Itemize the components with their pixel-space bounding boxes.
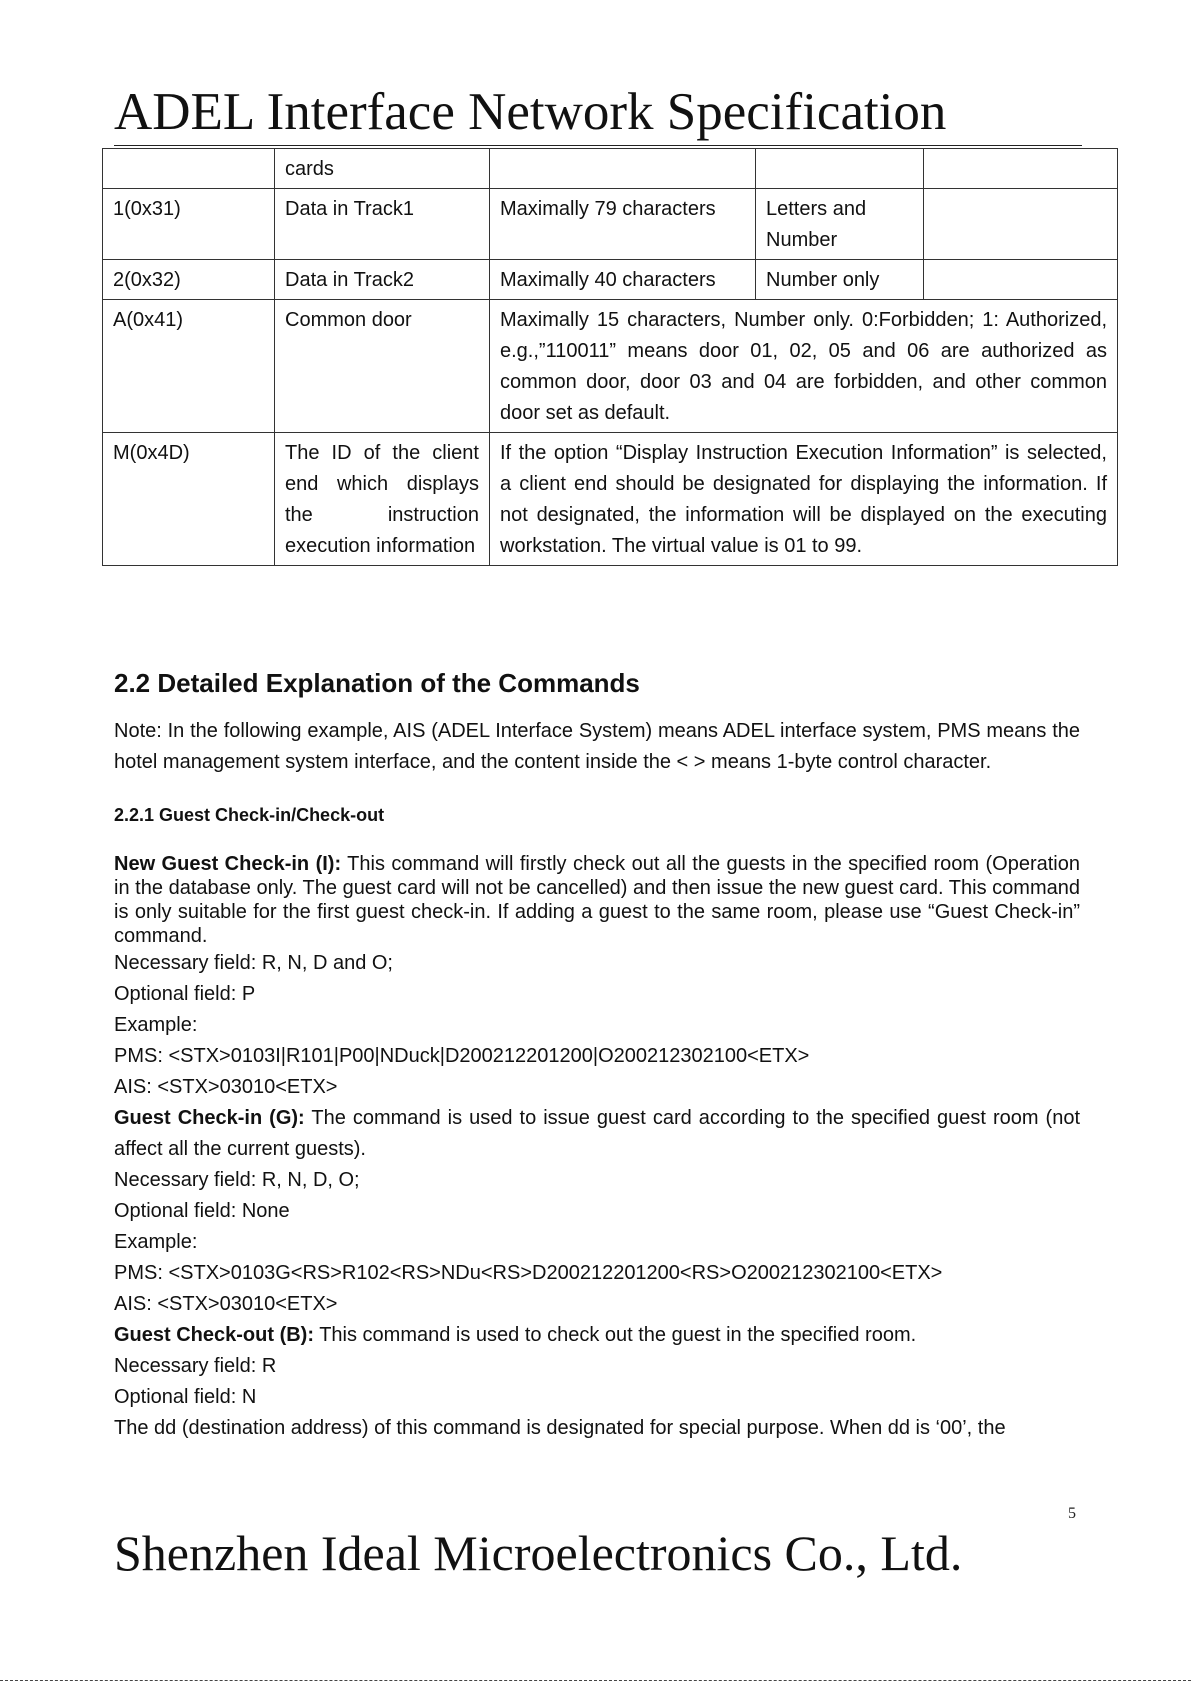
table-cell-desc: Maximally 79 characters	[490, 189, 756, 260]
bottom-divider	[0, 1680, 1191, 1681]
section-heading: 2.2 Detailed Explanation of the Commands	[114, 668, 640, 698]
table-row	[103, 149, 1118, 189]
table-cell-desc: Maximally 15 characters, Number only. 0:Forbidden; 1: Authorized, e.g.,”110011” means door 01, 02, 05 and 06 are authorized as common door, door 03 and 04 are forbidden, and other common door set as default.	[490, 300, 1118, 433]
table-cell-name: Data in Track2	[275, 260, 490, 300]
new-checkin-example-label: Example:	[114, 1014, 198, 1036]
new-checkin-ais-example: AIS: <STX>03010<ETX>	[114, 1076, 338, 1098]
section-note: Note: In the following example, AIS (ADEL Interface System) means ADEL interface system, PMS means the hotel management system interface, and the content inside the < > means 1-byte control character.	[114, 720, 1080, 773]
table-cell-format	[756, 149, 924, 189]
new-checkin-pms-example: PMS: <STX>0103I|R101|P00|NDuck|D200212201200|O200212302100<ETX>	[114, 1045, 810, 1067]
table-cell-name: The ID of the client end which displays the instruction execution information	[275, 433, 490, 566]
guest-checkout-necessary: Necessary field: R	[114, 1355, 277, 1377]
table-cell-code: 2(0x32)	[103, 260, 275, 300]
guest-checkin-text: The command is used to issue guest card according to the specified guest room (not affect all the current guests).	[114, 1107, 1080, 1160]
table-cell-extra	[924, 260, 1118, 300]
table-cell-name: Common door	[275, 300, 490, 433]
subsection-heading: 2.2.1 Guest Check-in/Check-out	[114, 805, 385, 825]
table-cell-extra	[924, 189, 1118, 260]
table-cell-extra	[924, 149, 1118, 189]
table-cell-code: 1(0x31)	[103, 189, 275, 260]
guest-checkin-optional: Optional field: None	[114, 1200, 290, 1222]
page-number: 5	[1068, 1505, 1076, 1522]
guest-checkin-example-label: Example:	[114, 1231, 198, 1253]
guest-checkin-ais-example: AIS: <STX>03010<ETX>	[114, 1293, 338, 1315]
guest-checkout-tail: The dd (destination address) of this command is designated for special purpose. When dd is ‘00’, the	[114, 1417, 1006, 1439]
footer-company-name: Shenzhen Ideal Microelectronics Co., Ltd.	[114, 1525, 963, 1581]
table-row	[103, 260, 1118, 300]
guest-checkin-necessary: Necessary field: R, N, D, O;	[114, 1169, 360, 1191]
table-cell-code: M(0x4D)	[103, 433, 275, 566]
table-cell-code: A(0x41)	[103, 300, 275, 433]
table-row	[103, 433, 1118, 566]
header-divider	[114, 145, 1082, 146]
guest-checkout-text: This command is used to check out the guest in the specified room.	[314, 1324, 917, 1346]
table-cell-format: Letters and Number	[756, 189, 924, 260]
guest-checkin-label: Guest Check-in (G):	[114, 1107, 305, 1129]
new-checkin-description	[114, 852, 1080, 948]
table-cell-desc	[490, 149, 756, 189]
document-header-title: ADEL Interface Network Specification	[114, 83, 947, 141]
table-row	[103, 300, 1118, 433]
table-row	[103, 189, 1118, 260]
table-cell-desc: If the option “Display Instruction Execution Information” is selected, a client end should be designated for displaying the information. If not designated, the information will be displayed on the executing workstation. The virtual value is 01 to 99.	[490, 433, 1118, 566]
document-body	[114, 662, 1080, 1444]
guest-checkout-description	[114, 1320, 1080, 1351]
guest-checkout-label: Guest Check-out (B):	[114, 1324, 314, 1346]
guest-checkout-optional: Optional field: N	[114, 1386, 257, 1408]
table-cell-code	[103, 149, 275, 189]
new-checkin-label: New Guest Check-in (I):	[114, 853, 342, 875]
guest-checkin-description	[114, 1103, 1080, 1165]
table-cell-name: cards	[275, 149, 490, 189]
field-spec-table	[102, 148, 1118, 566]
table-cell-desc: Maximally 40 characters	[490, 260, 756, 300]
guest-checkin-pms-example: PMS: <STX>0103G<RS>R102<RS>NDu<RS>D200212201200<RS>O200212302100<ETX>	[114, 1262, 943, 1284]
table-cell-format: Number only	[756, 260, 924, 300]
table-cell-name: Data in Track1	[275, 189, 490, 260]
new-checkin-necessary: Necessary field: R, N, D and O;	[114, 952, 393, 974]
new-checkin-text: This command will firstly check out all the guests in the specified room (Operation in the database only. The guest card will not be cancelled) and then issue the new guest card. This command is only suitable for the first guest check-in. If adding a guest to the same room, please use “Guest Check-in” command.	[114, 853, 1080, 947]
new-checkin-optional: Optional field: P	[114, 983, 256, 1005]
